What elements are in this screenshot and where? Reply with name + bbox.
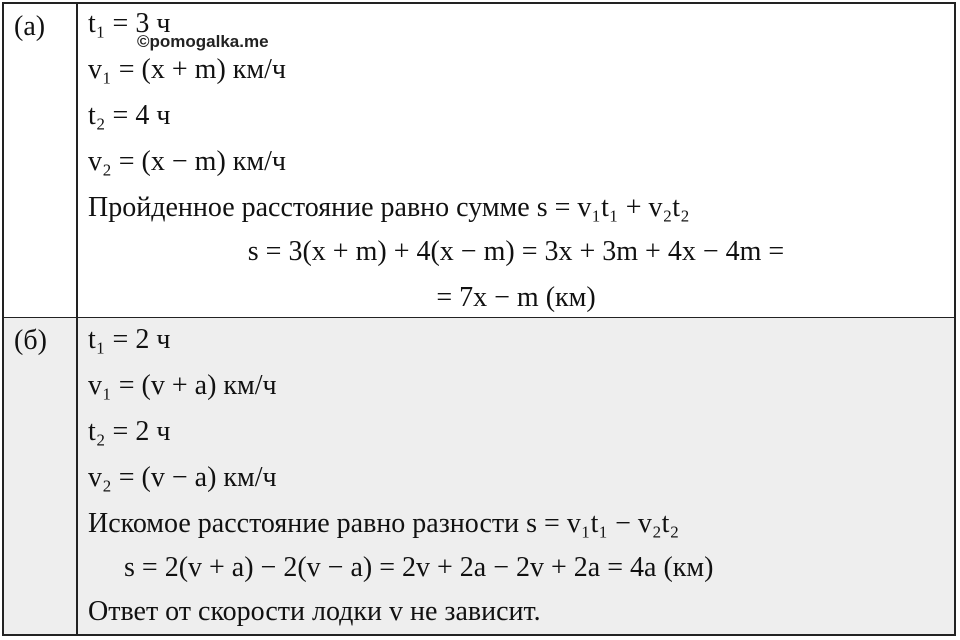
part-a-line-7: = 7x − m (км) xyxy=(436,282,596,313)
part-b-line-3: t₂ = 2 ч xyxy=(88,416,171,447)
part-b-line-2: v₁ = (v + a) км/ч xyxy=(88,370,277,401)
part-b-line-4: v₂ = (v − a) км/ч xyxy=(88,462,277,493)
part-b-line-7: Ответ от скорости лодки v не зависит. xyxy=(88,596,541,627)
part-b-line-5: Искомое расстояние равно разности s = v₁t₁ − v₂t₂ xyxy=(88,508,680,539)
part-b-line-1: t₁ = 2 ч xyxy=(88,324,171,355)
part-a-line-2: v₁ = (x + m) км/ч xyxy=(88,54,286,85)
part-b-line-6: s = 2(v + a) − 2(v − a) = 2v + 2a − 2v + 2a = 4a (км) xyxy=(124,552,714,583)
part-a-line-4: v₂ = (x − m) км/ч xyxy=(88,146,286,177)
part-a-line-1: t₁ = 3 ч xyxy=(88,8,171,39)
part-b-label: (б) xyxy=(14,325,47,356)
part-a-line-3: t₂ = 4 ч xyxy=(88,100,171,131)
part-a-label: (а) xyxy=(14,11,46,42)
part-b-row xyxy=(2,318,956,636)
part-a-line-5: Пройденное расстояние равно сумме s = v₁t₁ + v₂t₂ xyxy=(88,192,690,223)
watermark: ©pomogalka.me xyxy=(137,32,269,51)
column-divider xyxy=(76,318,78,634)
part-a-line-6: s = 3(x + m) + 4(x − m) = 3x + 3m + 4x − 4m = xyxy=(247,236,785,267)
part-a-row xyxy=(2,2,956,319)
